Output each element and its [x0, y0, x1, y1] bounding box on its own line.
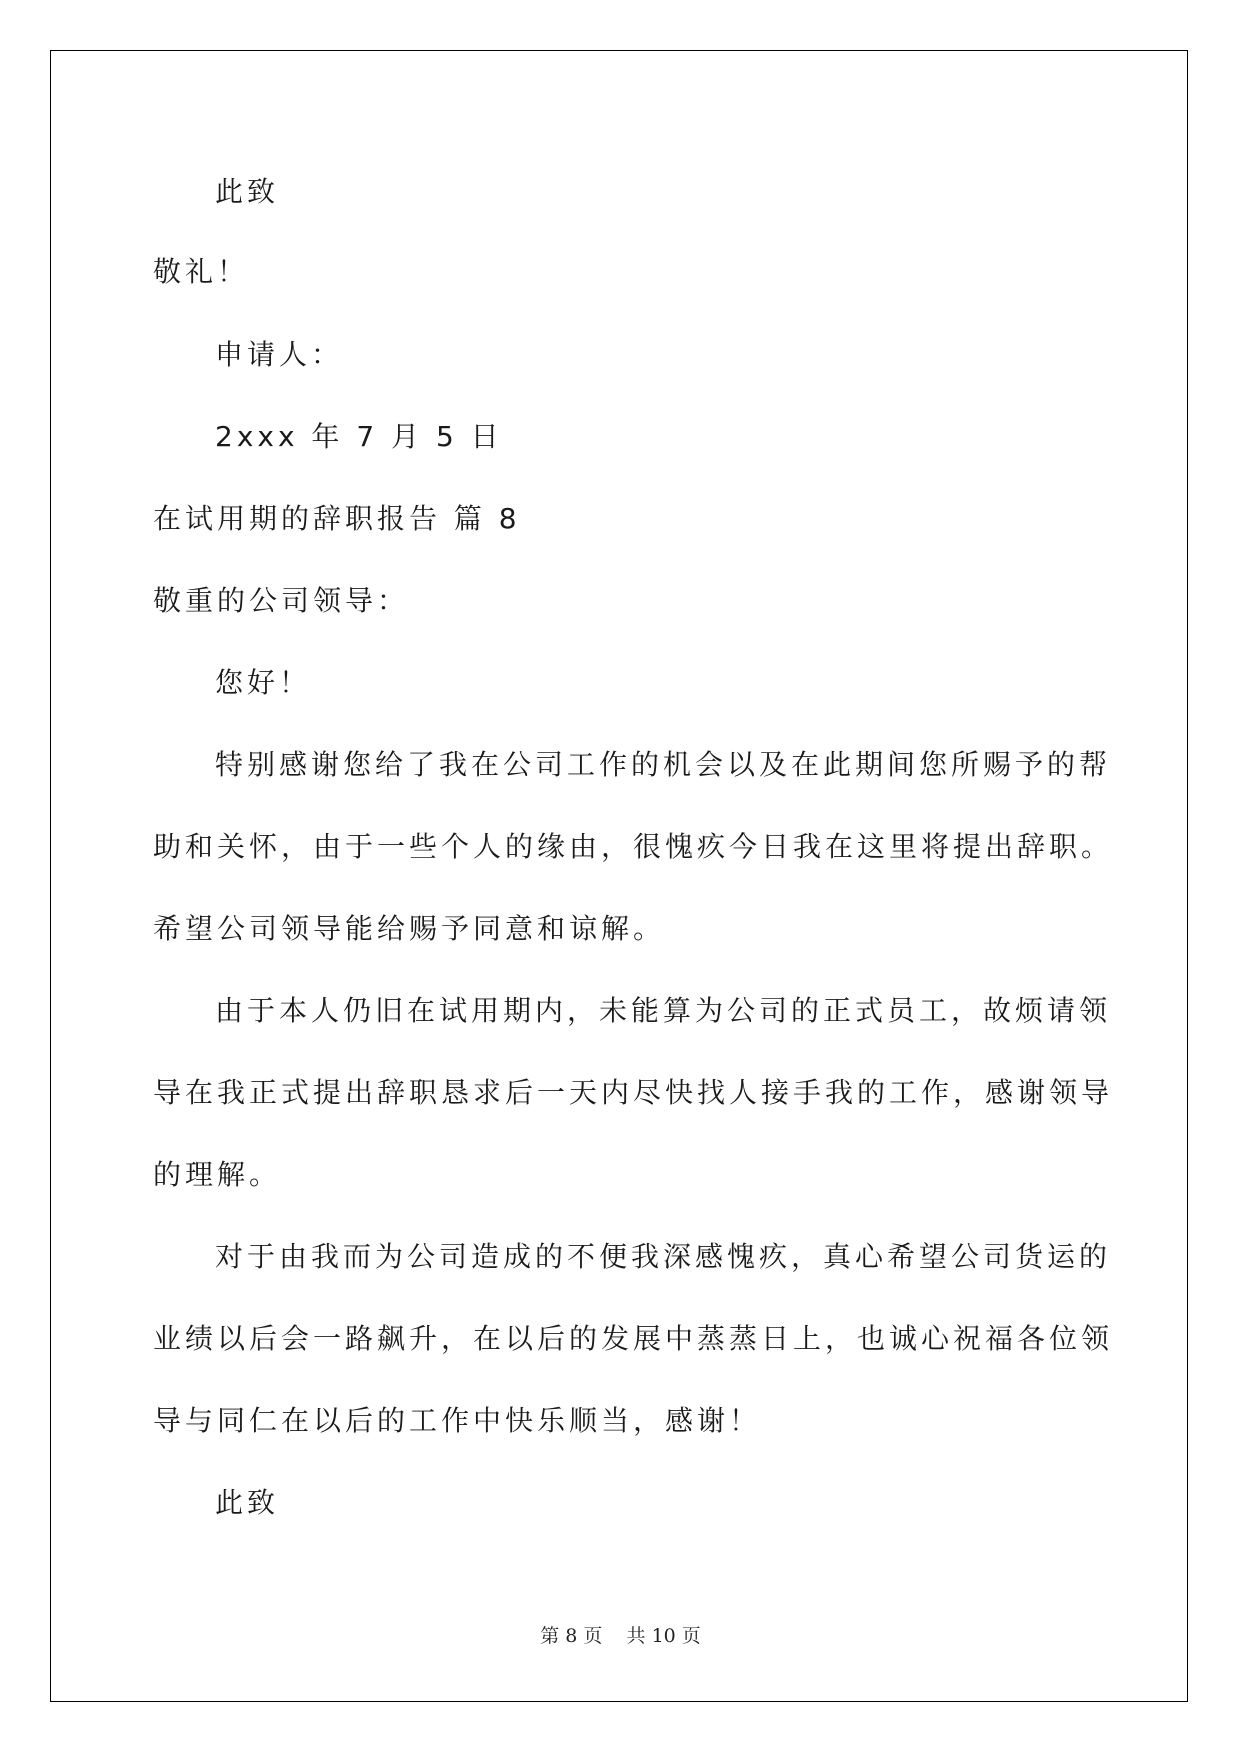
- paragraph-3-line-1: 对于由我而为公司造成的不便我深感愧疚，真心希望公司货运的: [215, 1240, 1112, 1273]
- date-text: 2xxx 年 7 月 5 日: [215, 420, 503, 453]
- paragraph-1-line-1: 特别感谢您给了我在公司工作的机会以及在此期间您所赐予的帮: [215, 748, 1112, 781]
- page-number-label: 第 8 页 共 10 页: [540, 1625, 701, 1647]
- salutation-text: 敬礼！: [153, 255, 250, 288]
- applicant-label: 申请人：: [215, 338, 344, 371]
- recipient-greeting: 敬重的公司领导：: [153, 584, 410, 617]
- closing-text: 此致: [215, 175, 280, 208]
- paragraph-2-line-3: 的理解。: [153, 1158, 282, 1191]
- paragraph-2-line-1: 由于本人仍旧在试用期内，未能算为公司的正式员工，故烦请领: [215, 994, 1112, 1027]
- paragraph-3-line-3: 导与同仁在以后的工作中快乐顺当，感谢！: [153, 1404, 762, 1437]
- closing-text-2: 此致: [215, 1486, 280, 1519]
- paragraph-1-line-3: 希望公司领导能给赐予同意和谅解。: [153, 912, 666, 945]
- paragraph-1-line-2: 助和关怀，由于一些个人的缘由，很愧疚今日我在这里将提出辞职。: [153, 830, 1114, 863]
- paragraph-3-line-2: 业绩以后会一路飙升，在以后的发展中蒸蒸日上，也诚心祝福各位领: [153, 1322, 1114, 1355]
- paragraph-2-line-2: 导在我正式提出辞职恳求后一天内尽快找人接手我的工作，感谢领导: [153, 1076, 1114, 1109]
- section-heading: 在试用期的辞职报告 篇 8: [153, 502, 521, 535]
- hello-text: 您好！: [215, 666, 312, 699]
- page-footer: [0, 1621, 1241, 1648]
- page-frame: [50, 50, 1188, 1702]
